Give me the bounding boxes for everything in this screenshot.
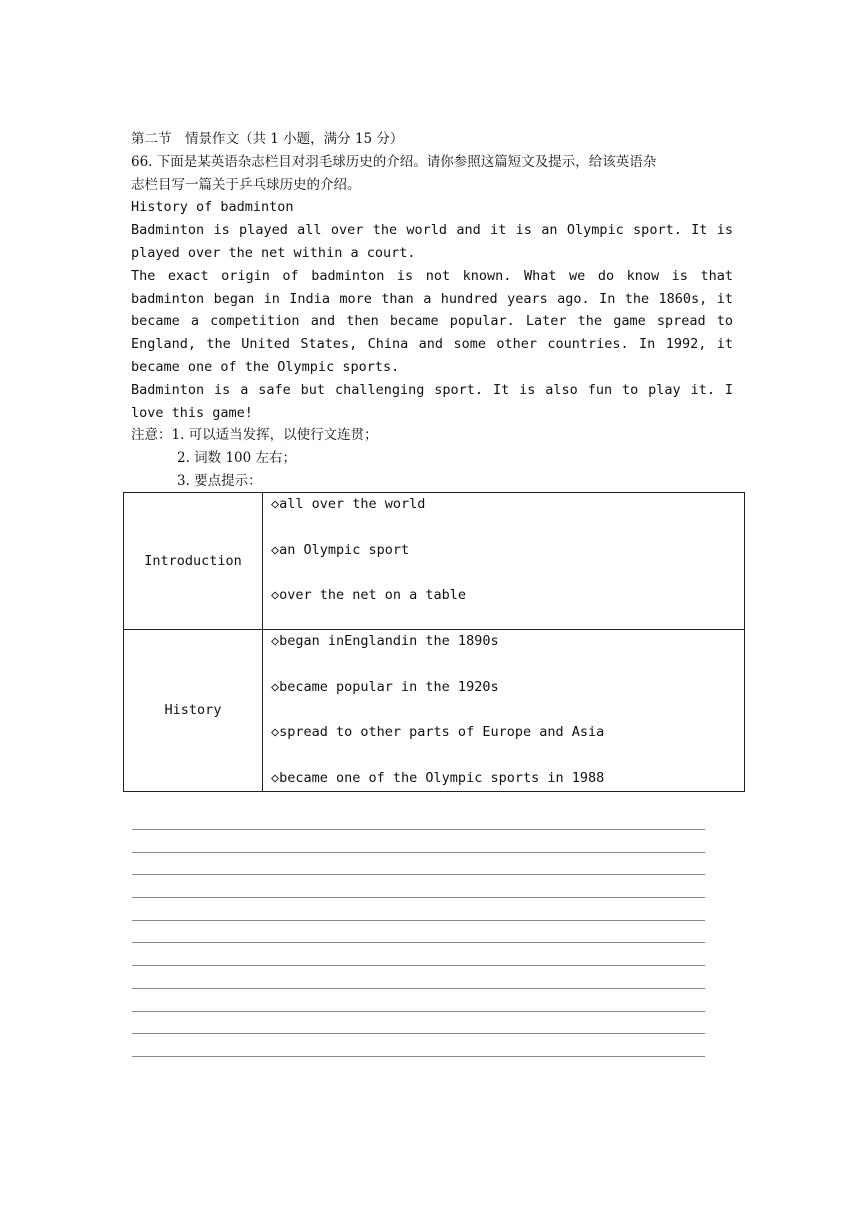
exam-content	[131, 128, 733, 493]
note-item: 1. 可以适当发挥，以使行文连贯；	[171, 427, 378, 444]
answer-line[interactable]	[132, 829, 705, 852]
row-heading-introduction: Introduction	[124, 493, 263, 630]
answer-line[interactable]	[132, 852, 705, 875]
answer-line[interactable]	[132, 988, 705, 1011]
point-item: ◇spread to other parts of Europe and Asia	[271, 724, 605, 741]
notes-label: 注意：	[131, 427, 172, 444]
answer-line[interactable]	[132, 942, 705, 965]
passage-title: History of badminton	[131, 199, 294, 216]
answer-line[interactable]	[132, 874, 705, 897]
point-item: ◇over the net on a table	[271, 587, 467, 604]
answer-line[interactable]	[132, 1033, 705, 1056]
note-item: 3. 要点提示：	[177, 472, 262, 489]
point-item: ◇began inEnglandin the 1890s	[271, 633, 499, 649]
notes-first-row	[131, 424, 733, 447]
row-heading-history: History	[124, 630, 263, 792]
note-item: 2. 词数 100 左右；	[177, 450, 297, 467]
passage-paragraph-2: The exact origin of badminton is not known. What we do know is that badminton began in India more than a hundred years ago. In the 1860s, it became a competition and then became popular. Later the game spread to England, the United States, China and some other countries. In 1992, it became one of the Olympic sports.	[131, 267, 733, 375]
point-item: ◇all over the world	[271, 496, 426, 512]
answer-line[interactable]	[132, 920, 705, 943]
answer-line[interactable]	[132, 897, 705, 920]
section-title: 第二节 情景作文（共 1 小题，满分 15 分）	[131, 131, 404, 147]
passage-paragraph-3: Badminton is a safe but challenging sport. It is also fun to play it. I love this game!	[131, 381, 733, 421]
table-row	[124, 493, 745, 630]
key-points-table	[123, 492, 745, 792]
answer-line[interactable]	[132, 965, 705, 988]
point-item: ◇became popular in the 1920s	[271, 678, 499, 695]
question-line-1: 66. 下面是某英语杂志栏目对羽毛球历史的介绍。请你参照这篇短文及提示，给该英语杂	[131, 153, 657, 170]
point-item: ◇an Olympic sport	[271, 541, 410, 558]
answer-line[interactable]	[132, 1056, 705, 1079]
question-line-2: 志栏目写一篇关于乒乓球历史的介绍。	[131, 176, 361, 193]
point-item: ◇became one of the Olympic sports in 1988	[271, 769, 605, 786]
row-points	[263, 630, 745, 792]
answer-line[interactable]	[132, 1011, 705, 1034]
passage-paragraph-1: Badminton is played all over the world and it is an Olympic sport. It is played over the net within a court.	[131, 222, 733, 261]
answer-lines	[132, 829, 705, 1079]
row-points	[263, 493, 745, 630]
table-row	[124, 630, 745, 792]
